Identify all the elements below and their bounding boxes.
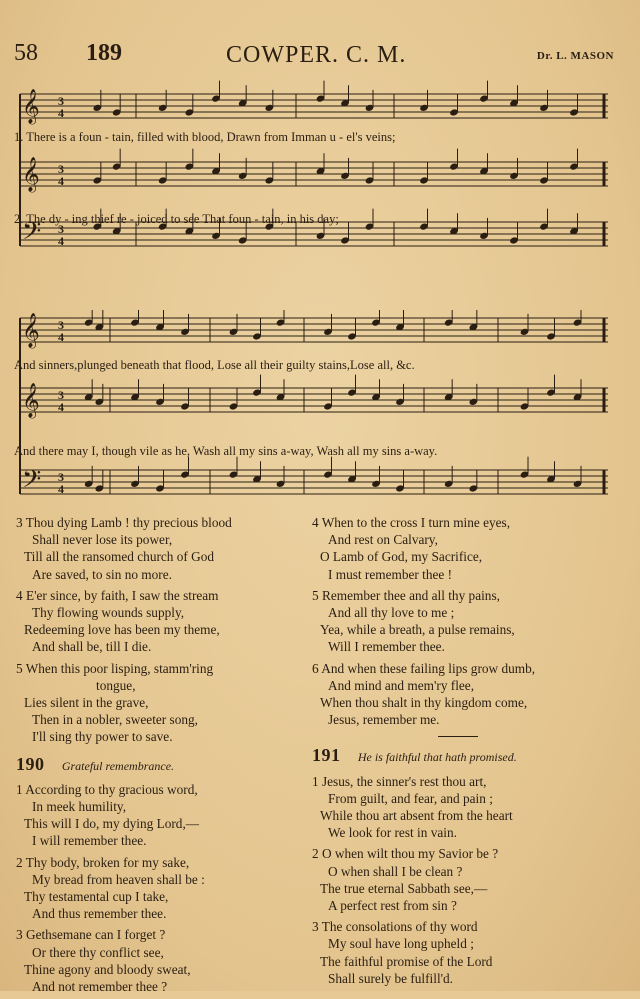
hymn-subtitle: Grateful remembrance. — [61, 758, 175, 773]
time-signature-bottom: 4 — [58, 234, 64, 248]
time-signature-top: 3 — [58, 388, 64, 402]
stanza-line: When thou shalt in thy kingdom come, — [320, 695, 528, 711]
time-signature-bottom: 4 — [58, 400, 64, 414]
stanza-line: I will remember thee. — [32, 833, 147, 849]
stanza-line: Then in a nobler, sweeter song, — [32, 712, 198, 728]
stanza — [312, 660, 604, 729]
stanza-line: And shall be, till I die. — [32, 639, 152, 655]
stanza-first-line: 1 Jesus, the sinner's rest thou art, — [312, 773, 487, 789]
hymn-190-stanzas — [16, 781, 308, 995]
stanza — [16, 587, 308, 656]
time-signature-top: 3 — [58, 318, 64, 332]
stanza-first-line: 5 Remember thee and all thy pains, — [312, 587, 500, 603]
stanza-line: Or there thy conflict see, — [32, 944, 164, 960]
hymn-text-area — [16, 514, 622, 995]
stanza-line: Shall surely be fulfill'd. — [328, 970, 454, 986]
time-signature-top: 3 — [58, 470, 64, 484]
hymn-190-continued-stanzas — [312, 514, 604, 728]
hymn-190-heading — [16, 753, 308, 775]
stanza-line: And all thy love to me ; — [328, 605, 455, 621]
music-system-2 — [14, 310, 612, 510]
stanza — [312, 587, 604, 656]
clef-icon: 𝄢 — [22, 465, 42, 500]
stanza-line: We look for rest in vain. — [328, 825, 457, 841]
clef-icon: 𝄞 — [22, 157, 40, 192]
stanza-line: I'll sing thy power to save. — [32, 729, 173, 745]
time-signature-bottom: 4 — [58, 106, 64, 120]
stanza-line: While thou art absent from the heart — [320, 808, 513, 824]
stanza-line: Shall never lose its power, — [32, 532, 173, 548]
time-signature-top: 3 — [58, 222, 64, 236]
page-header — [14, 36, 620, 72]
clef-icon: 𝄞 — [22, 313, 40, 348]
time-signature-top: 3 — [58, 162, 64, 176]
hymn-number: 191 — [312, 745, 341, 766]
stanza-line: My bread from heaven shall be : — [32, 871, 205, 887]
stanza-line: tongue, — [96, 677, 136, 693]
stanza-first-line: 1 According to thy gracious word, — [16, 781, 198, 797]
stanza-line: Lies silent in the grave, — [24, 695, 149, 711]
clef-icon: 𝄞 — [22, 89, 40, 124]
clef-icon: 𝄢 — [22, 217, 42, 252]
time-signature-bottom: 4 — [58, 482, 64, 496]
stanza — [312, 773, 604, 842]
stanza-line: I must remember thee ! — [328, 566, 453, 582]
composer-credit: Dr. L. MASON — [536, 50, 614, 62]
lyric-refrain-1: And sinners,plunged beneath that flood, Lose all their guilty stains,Lose all, &c. — [14, 358, 415, 372]
stanza-line: And thus remember thee. — [32, 906, 167, 922]
stanza-first-line: 5 When this poor lisping, stamm'ring — [16, 660, 214, 676]
clef-icon: 𝄞 — [22, 383, 40, 418]
lyric-refrain-2: And there may I, though vile as he, Wash all my sins a-way, Wash all my sins a-way. — [14, 444, 438, 458]
stanza-line: Thy flowing wounds supply, — [32, 605, 185, 621]
stanza-line: In meek humility, — [32, 799, 127, 815]
music-system-1 — [14, 80, 612, 280]
stanza-line: Till all the ransomed church of God — [24, 549, 215, 565]
stanza-line: Are saved, to sin no more. — [32, 566, 172, 582]
stanza-line: From guilt, and fear, and pain ; — [328, 790, 493, 806]
stanza — [312, 514, 604, 583]
stanza-first-line: 6 And when these failing lips grow dumb, — [312, 660, 536, 676]
stanza — [16, 660, 308, 746]
stanza-first-line: 4 When to the cross I turn mine eyes, — [312, 515, 511, 530]
stanza-line: Thine agony and bloody sweat, — [24, 961, 191, 977]
page-number: 58 — [14, 40, 38, 66]
stanza-line: And not remember thee ? — [32, 979, 168, 995]
stanza-first-line: 3 Thou dying Lamb ! thy precious blood — [16, 515, 232, 530]
stanza — [16, 514, 308, 583]
stanza-first-line: 3 Gethsemane can I forget ? — [16, 927, 166, 943]
left-column — [16, 514, 308, 999]
tune-title: COWPER. C. M. — [226, 42, 407, 68]
time-signature-bottom: 4 — [58, 330, 64, 344]
stanza-line: And rest on Calvary, — [328, 532, 438, 548]
section-divider — [438, 736, 478, 737]
stanza — [312, 845, 604, 914]
hymn-189-stanzas — [16, 514, 308, 746]
stanza-first-line: 3 The consolations of thy word — [312, 919, 478, 935]
stanza-line: Jesus, remember me. — [328, 712, 440, 728]
stanza-line: O Lamb of God, my Sacrifice, — [320, 549, 483, 565]
stanza-line: This will I do, my dying Lord,— — [24, 816, 200, 832]
lyric-verse-2: 2. The dy - ing thief re - joiced to see That foun - tain, in his day; — [14, 212, 339, 226]
right-column — [312, 514, 604, 991]
stanza-line: The true eternal Sabbath see,— — [320, 880, 488, 896]
tune-number: 189 — [86, 40, 122, 66]
hymn-number: 190 — [16, 753, 45, 774]
hymn-191-heading — [312, 747, 604, 766]
stanza — [16, 854, 308, 923]
stanza — [312, 918, 604, 987]
stanza-line: Yea, while a breath, a pulse remains, — [320, 622, 515, 638]
stanza-line: Redeeming love has been my theme, — [24, 622, 220, 638]
stanza-line: Will I remember thee. — [328, 639, 445, 655]
hymn-subtitle: He is faithful that hath promised. — [357, 750, 517, 765]
hymn-191-stanzas — [312, 773, 604, 987]
stanza — [16, 781, 308, 850]
stanza-line: Thy testamental cup I take, — [24, 889, 169, 905]
time-signature-bottom: 4 — [58, 174, 64, 188]
stanza-line: The faithful promise of the Lord — [320, 953, 493, 969]
stanza-line: And mind and mem'ry flee, — [328, 677, 475, 693]
stanza-first-line: 4 E'er since, by faith, I saw the stream — [16, 587, 219, 603]
stanza — [16, 926, 308, 995]
stanza-first-line: 2 O when wilt thou my Savior be ? — [312, 846, 499, 862]
music-notation-2 — [14, 310, 612, 510]
stanza-line: A perfect rest from sin ? — [328, 898, 457, 914]
stanza-first-line: 2 Thy body, broken for my sake, — [16, 854, 190, 870]
lyric-verse-1: 1. There is a foun - tain, filled with blood, Drawn from Imman u - el's veins; — [14, 130, 396, 144]
stanza-line: O when shall I be clean ? — [328, 863, 463, 879]
music-notation-1 — [14, 80, 612, 280]
time-signature-top: 3 — [58, 94, 64, 108]
stanza-line: My soul have long upheld ; — [328, 936, 474, 952]
